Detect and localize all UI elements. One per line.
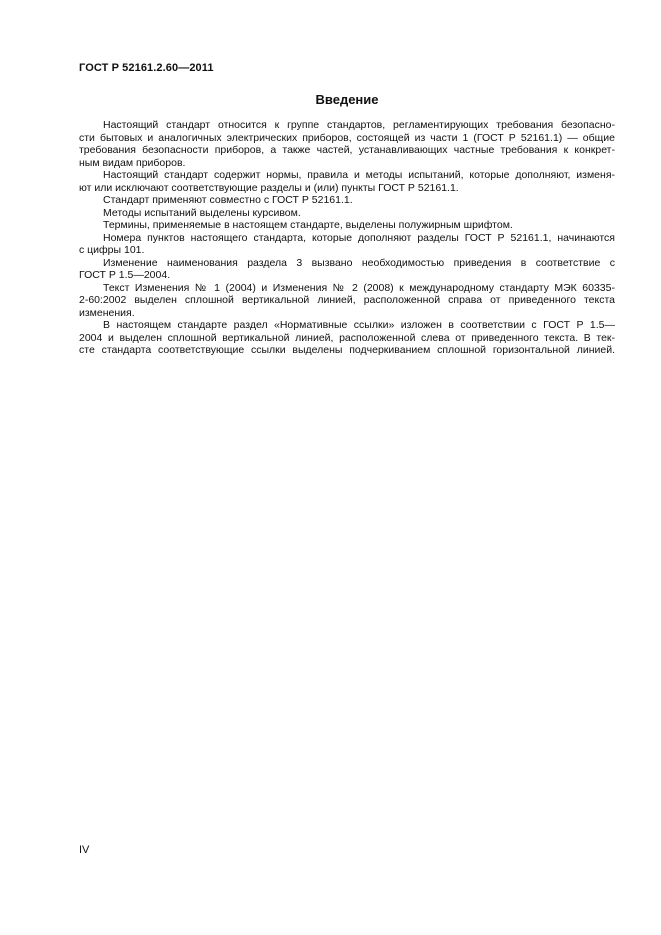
document-header: ГОСТ Р 52161.2.60—2011 [79, 62, 214, 74]
text-line: сти бытовых и аналогичных электрических приборов, состоящей из части 1 (ГОСТ Р 52161.1) — общие [79, 131, 615, 144]
text-line: сте стандарта соответствующие ссылки выделены подчеркиванием сплошной горизонтальной линией. [79, 344, 615, 356]
text-line: ным видам приборов. [79, 156, 186, 169]
text-line: с цифры 101. [79, 244, 145, 256]
text-line: требования безопасности приборов, а также частей, устанавливающих частные требования к конкрет- [79, 144, 615, 156]
text-line: 2-60:2002 выделен сплошной вертикальной линией, расположенной справа от приведенного текста [79, 294, 615, 306]
section-title: Введение [315, 92, 379, 107]
text-line: Текст Изменения № 1 (2004) и Изменения № 2 (2008) к международному стандарту МЭК 60335- [103, 281, 615, 294]
text-line: Настоящий стандарт относится к группе стандартов, регламентирующих требования безопасно- [103, 119, 615, 131]
text-line: Стандарт применяют совместно с ГОСТ Р 52161.1. [103, 194, 353, 206]
text-line: 2004 и выделен сплошной вертикальной линией, расположенной слева от приведенного текста. В тек- [79, 331, 615, 344]
text-line: ГОСТ Р 1.5—2004. [79, 269, 171, 281]
introduction-body [79, 119, 615, 357]
text-line: изменения. [79, 306, 135, 319]
text-line: Изменение наименования раздела 3 вызвано необходимостью приведения в соответствие с [103, 256, 615, 269]
text-line: Номера пунктов настоящего стандарта, которые дополняют разделы ГОСТ Р 52161.1, начинаются [103, 231, 615, 244]
text-line: Методы испытаний выделены курсивом. [103, 206, 301, 219]
text-line: Термины, применяемые в настоящем стандарте, выделены полужирным шрифтом. [103, 219, 513, 231]
text-line: Настоящий стандарт содержит нормы, правила и методы испытаний, которые дополняют, изменя- [103, 169, 615, 181]
text-line: ют или исключают соответствующие разделы и (или) пункты ГОСТ Р 52161.1. [79, 181, 459, 194]
text-line: В настоящем стандарте раздел «Нормативные ссылки» изложен в соответствии с ГОСТ Р 1.5— [103, 319, 615, 331]
page-number: IV [79, 844, 90, 856]
